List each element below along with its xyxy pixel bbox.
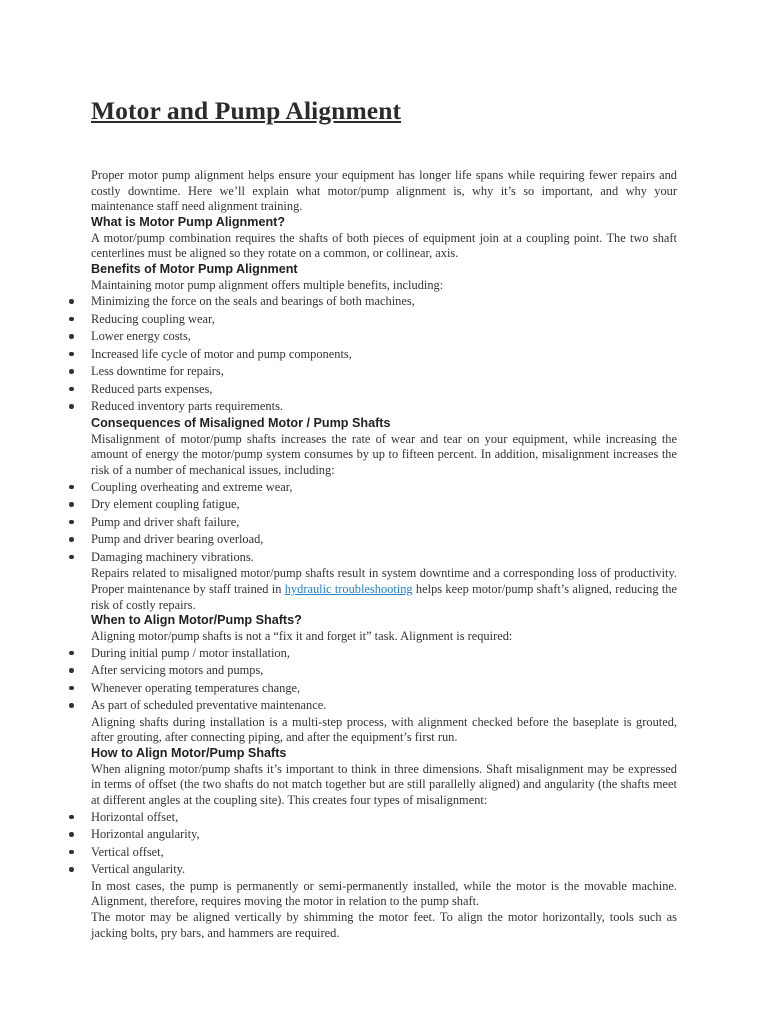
list-item: As part of scheduled preventative maintenance.: [91, 697, 677, 715]
list-item: Coupling overheating and extreme wear,: [91, 479, 677, 497]
movable-machine-paragraph: In most cases, the pump is permanently or semi-permanently installed, while the motor is the movable machine. Alignment, therefore, requires moving the motor in relation to the pump shaft.: [91, 878, 677, 909]
list-item: Less downtime for repairs,: [91, 363, 677, 381]
list-item: Horizontal angularity,: [91, 826, 677, 844]
list-item: Reducing coupling wear,: [91, 311, 677, 329]
list-item: Whenever operating temperatures change,: [91, 680, 677, 698]
list-item: After servicing motors and pumps,: [91, 662, 677, 680]
section-heading-what-is: What is Motor Pump Alignment?: [91, 215, 286, 230]
misalignment-types-list: [91, 809, 677, 879]
section-heading-when-to-align: When to Align Motor/Pump Shafts?: [91, 613, 302, 628]
list-item: Reduced parts expenses,: [91, 381, 677, 399]
list-item: Damaging machinery vibrations.: [91, 549, 677, 567]
list-item: Reduced inventory parts requirements.: [91, 398, 677, 416]
section-heading-benefits: Benefits of Motor Pump Alignment: [91, 262, 298, 277]
section-heading-consequences: Consequences of Misaligned Motor / Pump Shafts: [91, 415, 391, 430]
list-item: Increased life cycle of motor and pump components,: [91, 346, 677, 364]
list-item: Pump and driver bearing overload,: [91, 531, 677, 549]
intro-paragraph: Proper motor pump alignment helps ensure your equipment has longer life spans while requiring fewer repairs and costly downtime. Here we’ll explain what motor/pump alignment is, why it’s so important, and why your maintenance staff need alignment training.: [91, 168, 677, 214]
list-item: Vertical angularity.: [91, 861, 677, 879]
article: [91, 94, 677, 941]
section-heading-how-to-align: How to Align Motor/Pump Shafts: [91, 745, 287, 760]
list-item: During initial pump / motor installation,: [91, 645, 677, 663]
how-to-align-paragraph: When aligning motor/pump shafts it’s important to think in three dimensions. Shaft misalignment may be expressed in terms of offset (the two shafts do not match together but are still parallelly aligned) and angularity (the shafts meet at different angles at the coupling site). This creates four types of misalignment:: [91, 761, 677, 807]
list-item: Lower energy costs,: [91, 328, 677, 346]
benefits-intro-paragraph: Maintaining motor pump alignment offers multiple benefits, including:: [91, 277, 444, 292]
hydraulic-troubleshooting-link[interactable]: hydraulic troubleshooting: [284, 581, 413, 596]
what-is-paragraph: A motor/pump combination requires the shafts of both pieces of equipment join at a coupling point. The two shaft centerlines must be aligned so they rotate on a common, or collinear, axis.: [91, 230, 677, 261]
consequences-paragraph: Misalignment of motor/pump shafts increases the rate of wear and tear on your equipment, while increasing the amount of energy the motor/pump system consumes by up to fifteen percent. In addition, misalignment increases the risk of a number of mechanical issues, including:: [91, 431, 677, 477]
list-item: Minimizing the force on the seals and bearings of both machines,: [91, 293, 677, 311]
list-item: Dry element coupling fatigue,: [91, 496, 677, 514]
when-to-align-list: [91, 645, 677, 715]
list-item: Horizontal offset,: [91, 809, 677, 827]
repairs-text-after: helps keep motor/pump shaft’s aligned, reducing the risk of costly repairs.: [91, 581, 678, 612]
shimming-paragraph: The motor may be aligned vertically by shimming the motor feet. To align the motor horizontally, tools such as jacking bolts, pry bars, and hammers are required.: [91, 910, 677, 940]
when-to-align-paragraph: Aligning motor/pump shafts is not a “fix it and forget it” task. Alignment is required:: [91, 628, 513, 643]
installation-paragraph: Aligning shafts during installation is a multi-step process, with alignment checked before the baseplate is grouted, after grouting, after connecting piping, and after the equipment’s first run.: [91, 714, 677, 745]
benefits-list: [91, 293, 677, 416]
repairs-text-before: Repairs related to misaligned motor/pump shafts result in system downtime and a corresponding loss of productivity. Proper maintenance by staff trained in: [91, 566, 677, 596]
consequences-list: [91, 479, 677, 567]
list-item: Pump and driver shaft failure,: [91, 514, 677, 532]
page-title: Motor and Pump Alignment: [91, 96, 402, 125]
repairs-paragraph: [91, 566, 677, 613]
list-item: Vertical offset,: [91, 844, 677, 862]
